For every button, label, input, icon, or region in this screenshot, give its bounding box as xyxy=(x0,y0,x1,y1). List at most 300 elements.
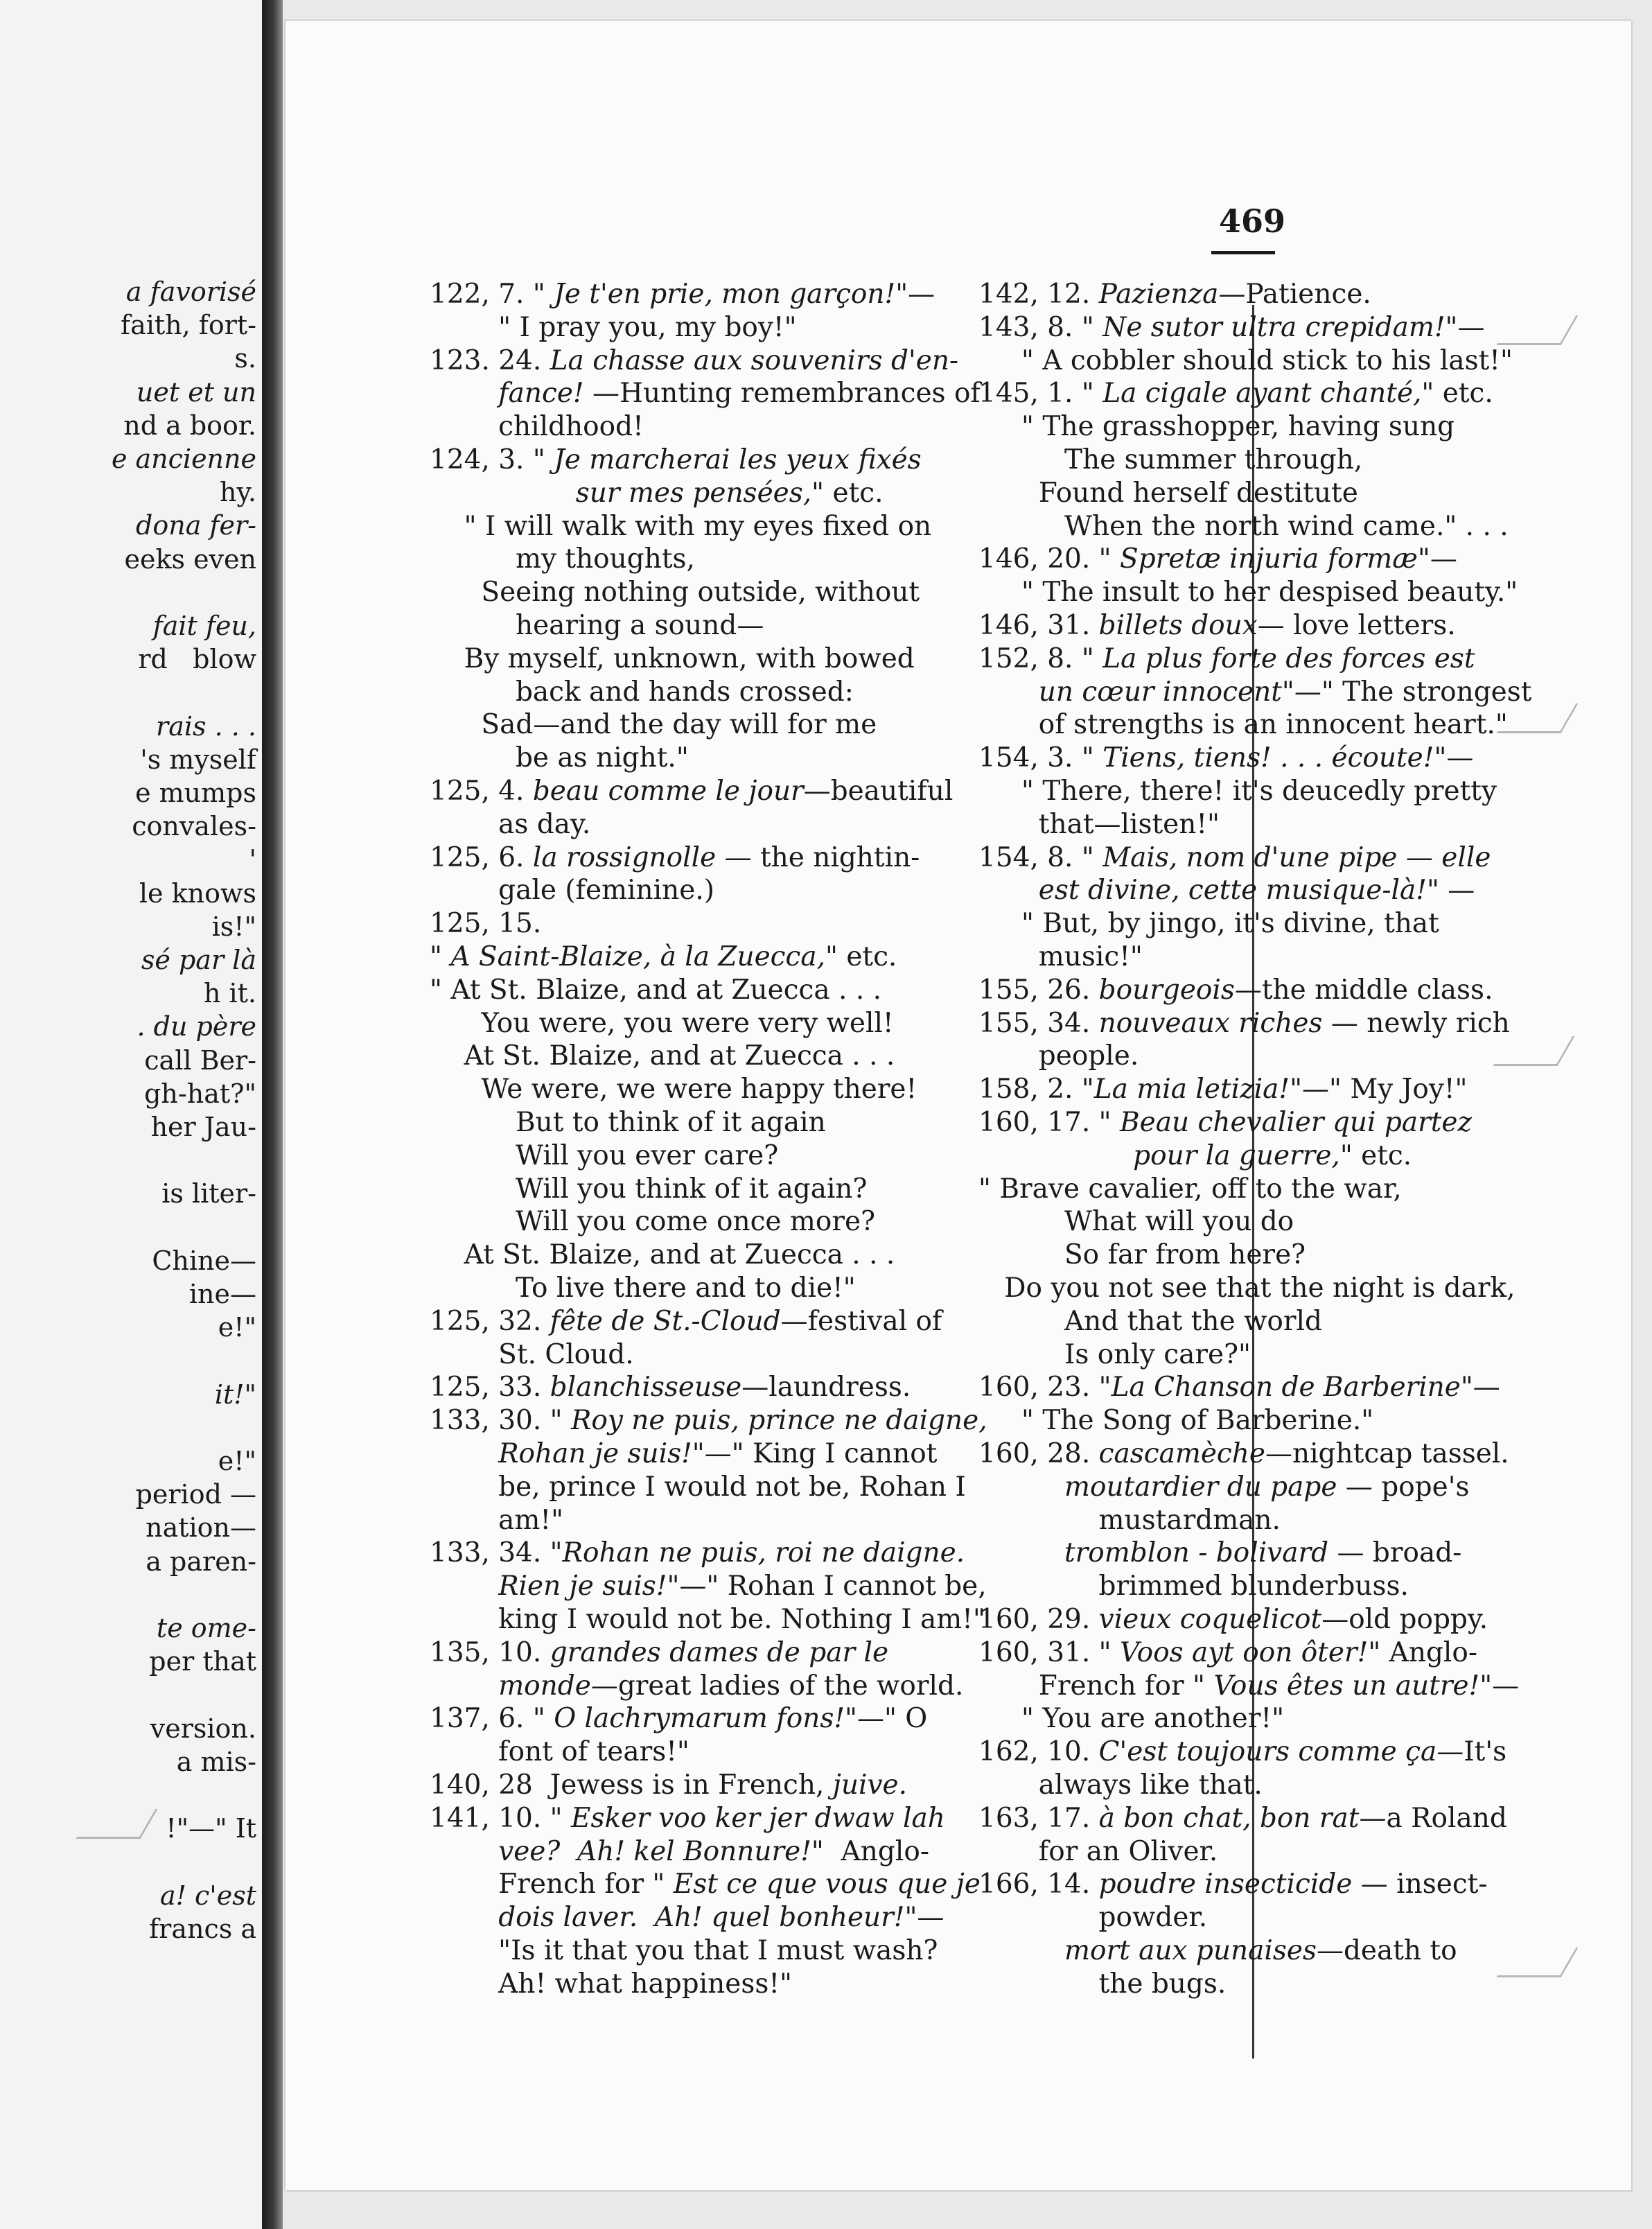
note-line xyxy=(430,941,897,973)
note-line xyxy=(430,1670,963,1702)
note-line xyxy=(430,974,881,1006)
note-line xyxy=(430,1074,917,1105)
note-line xyxy=(978,1074,1467,1105)
text: 158, 2. " xyxy=(978,1074,1094,1105)
text: St. Cloud. xyxy=(430,1338,634,1370)
text: Is only care?" xyxy=(978,1338,1251,1370)
fragment-line: e mumps xyxy=(135,778,256,808)
note-line xyxy=(978,444,1362,476)
text: " etc. xyxy=(825,941,897,972)
italic-text: O lachrymarum fons! xyxy=(554,1703,845,1735)
text: — newly rich xyxy=(1322,1007,1510,1039)
note-line xyxy=(430,643,915,675)
text: — broad- xyxy=(1328,1537,1462,1569)
fragment-line: eeks even xyxy=(124,543,256,575)
italic-text: Tiens, tiens! . . . écoute! xyxy=(1102,742,1434,774)
text: We were, we were happy there! xyxy=(430,1074,917,1105)
note-line xyxy=(430,1107,826,1139)
note-line xyxy=(430,1372,911,1404)
text: —old poppy. xyxy=(1321,1604,1488,1635)
text: " You are another!" xyxy=(978,1703,1285,1735)
note-line xyxy=(430,1836,929,1868)
fragment-line: a mis- xyxy=(159,1746,256,1777)
fragment-line: per that xyxy=(149,1646,256,1677)
text: " At St. Blaize, and at Zuecca . . . xyxy=(430,974,882,1006)
note-line xyxy=(430,1571,987,1602)
note-line xyxy=(430,1438,937,1470)
text: "— xyxy=(1460,1372,1500,1404)
note-line xyxy=(430,1206,875,1238)
page-number-underline xyxy=(1211,251,1275,254)
italic-text: tromblon - bolivard xyxy=(1064,1537,1329,1569)
text: " etc. xyxy=(1339,1139,1412,1171)
italic-text: blanchisseuse xyxy=(550,1372,742,1404)
text: be, prince I would not be, Rohan I xyxy=(430,1471,966,1503)
note-line xyxy=(430,577,920,609)
note-line xyxy=(430,1008,894,1040)
italic-text: La mia letizia! xyxy=(1093,1074,1290,1105)
text: king I would not be. Nothing I am!" xyxy=(430,1604,985,1635)
note-line xyxy=(978,1438,1509,1470)
text: " etc. xyxy=(811,477,884,509)
note-line xyxy=(430,543,695,575)
note-line xyxy=(430,1637,888,1669)
italic-text: Je marcherai les yeux fixés xyxy=(554,444,922,475)
text: "—" The strongest xyxy=(1281,676,1532,708)
italic-text: cascamèche xyxy=(1098,1438,1265,1469)
note-line xyxy=(978,1670,1519,1702)
text: the bugs. xyxy=(978,1968,1227,2000)
text: — pope's xyxy=(1337,1471,1470,1503)
note-line xyxy=(978,1703,1284,1735)
text: When the north wind came." . . . xyxy=(978,510,1509,542)
fragment-line: is!" xyxy=(211,911,256,942)
italic-text: Mais, nom d'une pipe — elle xyxy=(1102,841,1491,873)
italic-text: Voos ayt oon ôter! xyxy=(1120,1636,1369,1668)
italic-text: Ne sutor ultra crepidam! xyxy=(1102,311,1446,343)
fragment-line: uet et un xyxy=(136,376,256,408)
text: am!" xyxy=(430,1504,564,1536)
fragment-line: !"—" It xyxy=(166,1813,256,1844)
note-line xyxy=(978,1405,1373,1437)
fragment-line: e!" xyxy=(218,1312,256,1343)
note-line xyxy=(978,742,1473,774)
text: " — xyxy=(1426,875,1475,907)
fragment-line: . du père xyxy=(137,1011,256,1042)
text: music!" xyxy=(978,941,1143,972)
note-line xyxy=(430,676,854,708)
text: Will you ever care? xyxy=(430,1139,779,1171)
text: "— xyxy=(895,279,935,310)
fragment-line: ine— xyxy=(188,1279,256,1309)
text: 142, 12. xyxy=(978,279,1099,310)
italic-text: pour la guerre, xyxy=(1133,1139,1340,1171)
text: 125, 33. xyxy=(430,1372,550,1404)
note-line xyxy=(978,1869,1488,1900)
italic-text: monde xyxy=(498,1670,591,1702)
note-line xyxy=(430,312,797,344)
italic-text: Vous êtes un autre! xyxy=(1213,1670,1480,1702)
text: Seeing nothing outside, without xyxy=(430,577,920,609)
note-line xyxy=(978,478,1358,509)
note-line xyxy=(978,279,1371,311)
text: that—listen!" xyxy=(978,808,1220,840)
fragment-line: rais . . . xyxy=(156,710,256,742)
text: be as night." xyxy=(430,742,689,774)
note-line xyxy=(430,1273,856,1304)
text: 123. 24. xyxy=(430,344,550,376)
note-line xyxy=(430,742,689,774)
text: 125, 15. xyxy=(430,908,542,940)
note-line xyxy=(978,610,1456,642)
note-line xyxy=(978,1339,1251,1371)
text xyxy=(978,1935,1064,1966)
italic-text: nouveaux riches xyxy=(1098,1007,1323,1039)
italic-text: bourgeois xyxy=(1098,974,1235,1006)
fragment-line: rd blow xyxy=(138,644,256,675)
text: "— xyxy=(1479,1670,1520,1702)
text: French for " xyxy=(978,1670,1214,1702)
italic-text: La plus forte des forces est xyxy=(1102,643,1475,674)
text: Sad—and the day will for me xyxy=(430,709,877,741)
text: " I pray you, my boy!" xyxy=(430,311,797,343)
text: 166, 14. xyxy=(978,1869,1099,1900)
fragment-line: version. xyxy=(150,1713,256,1744)
text: " xyxy=(430,941,451,972)
note-line xyxy=(978,776,1497,807)
note-line xyxy=(430,875,714,907)
text: gale (feminine.) xyxy=(430,875,714,907)
text: 146, 20. " xyxy=(978,543,1120,575)
fragment-line: dona fer- xyxy=(127,510,256,541)
note-line xyxy=(978,1239,1306,1271)
text: —Patience. xyxy=(1218,279,1371,310)
text xyxy=(430,1902,498,1933)
book-gutter xyxy=(262,0,283,2229)
italic-text: dois laver. Ah! quel bonheur! xyxy=(498,1902,905,1934)
italic-text: beau comme le jour xyxy=(532,776,804,807)
text: 125, 4. xyxy=(430,776,533,807)
text: 155, 34. xyxy=(978,1007,1099,1039)
note-line xyxy=(978,1736,1506,1768)
note-line xyxy=(978,511,1509,543)
text: " Anglo- xyxy=(1368,1636,1478,1668)
italic-text: un cœur innocent xyxy=(1038,676,1282,708)
note-line xyxy=(430,1140,778,1172)
italic-text: grandes dames de par le xyxy=(550,1636,889,1668)
italic-text: Spretæ injuria formæ xyxy=(1120,543,1418,575)
note-line xyxy=(430,1869,981,1900)
note-line xyxy=(430,908,541,940)
note-line xyxy=(430,610,764,642)
note-line xyxy=(430,1537,965,1569)
text: 160, 17. " xyxy=(978,1107,1120,1138)
italic-text: moutardier du pape xyxy=(1064,1471,1337,1503)
fragment-line: Chine— xyxy=(152,1245,256,1276)
text: At St. Blaize, and at Zuecca . . . xyxy=(430,1040,895,1072)
italic-text: Roy ne puis, prince ne daigne, xyxy=(571,1405,987,1437)
fragment-line: period — xyxy=(135,1479,256,1510)
italic-text: Je t'en prie, mon garçon! xyxy=(554,279,896,310)
italic-text: Est ce que vous que je xyxy=(673,1869,981,1900)
text: 160, 28. xyxy=(978,1438,1099,1469)
text: 133, 34. " xyxy=(430,1537,563,1569)
text: 160, 29. xyxy=(978,1604,1099,1635)
text: as day. xyxy=(430,808,591,840)
fragment-line: e!" xyxy=(218,1446,256,1476)
note-line xyxy=(430,378,981,410)
text: 125, 6. xyxy=(430,841,533,873)
italic-text: Esker voo ker jer dwaw lah xyxy=(571,1802,945,1834)
note-line xyxy=(430,1505,563,1537)
note-line xyxy=(978,709,1508,741)
italic-text: C'est toujours comme ça xyxy=(1098,1736,1437,1768)
text: " The insult to her despised beauty." xyxy=(978,577,1518,609)
note-line xyxy=(430,1736,689,1768)
text: 146, 31. xyxy=(978,610,1099,641)
italic-text: à bon chat, bon rat xyxy=(1098,1802,1360,1834)
text: 143, 8. " xyxy=(978,311,1103,343)
note-line xyxy=(430,776,953,807)
fragment-line: faith, fort- xyxy=(121,310,256,341)
text: brimmed blunderbuss. xyxy=(978,1571,1409,1602)
note-line xyxy=(430,345,958,377)
text: "— xyxy=(1445,311,1485,343)
text: "—" Rohan I cannot be, xyxy=(667,1571,987,1602)
note-line xyxy=(430,1040,895,1072)
note-line xyxy=(978,842,1491,874)
notes-page xyxy=(284,19,1631,2190)
text: 133, 30. " xyxy=(430,1405,571,1437)
facing-page-fragment xyxy=(0,0,265,2229)
text xyxy=(430,378,498,409)
note-line xyxy=(430,511,931,543)
note-line xyxy=(978,1173,1402,1205)
text: Will you come once more? xyxy=(430,1206,876,1238)
note-line xyxy=(978,809,1220,841)
note-line xyxy=(978,908,1439,940)
text xyxy=(978,1471,1064,1503)
note-line xyxy=(978,1836,1218,1868)
fragment-line: e ancienne xyxy=(111,444,256,474)
text: — love letters. xyxy=(1257,610,1456,641)
italic-text: poudre insecticide xyxy=(1098,1869,1353,1900)
text: "—" My Joy!" xyxy=(1290,1074,1468,1105)
text: 160, 23. " xyxy=(978,1372,1111,1404)
note-line xyxy=(978,1140,1412,1172)
note-line xyxy=(978,941,1143,973)
note-line xyxy=(978,1306,1322,1338)
text: 125, 32. xyxy=(430,1305,550,1337)
text: people. xyxy=(978,1040,1139,1072)
note-line xyxy=(978,1273,1515,1304)
fragment-line: francs a xyxy=(149,1913,256,1944)
italic-text: est divine, cette musique-là! xyxy=(1038,875,1427,907)
pencil-check-mark xyxy=(1493,1036,1575,1066)
text: —beautiful xyxy=(803,776,954,807)
text: To live there and to die!" xyxy=(430,1273,856,1304)
fragment-line: hy. xyxy=(220,477,256,508)
note-line xyxy=(430,809,590,841)
text: So far from here? xyxy=(978,1239,1306,1271)
text: "— xyxy=(1417,543,1457,575)
note-line xyxy=(430,1239,895,1271)
fragment-line: call Ber- xyxy=(144,1044,256,1076)
fragment-line: s. xyxy=(234,343,256,374)
text xyxy=(430,478,576,509)
italic-text: vieux coquelicot xyxy=(1098,1604,1322,1635)
note-line xyxy=(430,1604,985,1636)
fragment-line: nation— xyxy=(146,1512,256,1544)
note-line xyxy=(978,1604,1488,1636)
text: " Brave cavalier, off to the war, xyxy=(978,1173,1402,1205)
fragment-line: convales- xyxy=(132,811,256,842)
note-line xyxy=(430,709,877,741)
note-line xyxy=(430,1968,792,2000)
note-line xyxy=(430,279,935,311)
text: " There, there! it's deucedly pretty xyxy=(978,776,1497,807)
note-line xyxy=(978,974,1493,1006)
italic-text: A Saint-Blaize, à la Zuecca, xyxy=(450,941,825,972)
italic-text: mort aux punaises xyxy=(1064,1935,1317,1966)
fragment-line: h it. xyxy=(203,978,256,1009)
text: 154, 8. " xyxy=(978,841,1103,873)
text: At St. Blaize, and at Zuecca . . . xyxy=(430,1239,895,1271)
text: " Anglo- xyxy=(811,1835,930,1867)
text xyxy=(430,1438,498,1469)
fragment-line: ' xyxy=(249,844,256,875)
text: 145, 1. " xyxy=(978,378,1103,410)
text: —laundress. xyxy=(741,1372,911,1404)
text: 122, 7. " xyxy=(430,279,554,310)
text: "Is it that you that I must wash? xyxy=(430,1935,938,1966)
italic-text: La chasse aux souvenirs d'en- xyxy=(550,344,959,376)
text: 162, 10. xyxy=(978,1736,1099,1768)
note-line xyxy=(430,1471,966,1503)
note-line xyxy=(978,577,1518,609)
text: 140, 28 Jewess is in French, xyxy=(430,1769,833,1801)
note-line xyxy=(430,1902,944,1934)
text: Found herself destitute xyxy=(978,477,1358,509)
note-line xyxy=(978,875,1475,907)
note-line xyxy=(978,1803,1507,1835)
fragment-line: it!" xyxy=(214,1379,256,1410)
note-line xyxy=(978,1537,1461,1569)
text: But to think of it again xyxy=(430,1107,826,1138)
italic-text: Rien je suis! xyxy=(498,1571,667,1602)
note-line xyxy=(430,478,883,509)
text: 124, 3. " xyxy=(430,444,554,475)
text: 141, 10. " xyxy=(430,1802,571,1834)
note-line xyxy=(978,1372,1500,1404)
fragment-line: 's myself xyxy=(140,744,256,775)
pencil-check-mark xyxy=(1497,315,1579,345)
fragment-line: sé par là xyxy=(141,945,256,975)
fragment-line: fait feu, xyxy=(144,611,256,641)
italic-text: fête de St.-Cloud xyxy=(550,1305,781,1337)
fragment-line: gh-hat?" xyxy=(144,1078,256,1109)
note-line xyxy=(430,1703,927,1735)
text: back and hands crossed: xyxy=(430,676,854,708)
text: 135, 10. xyxy=(430,1636,550,1668)
note-line xyxy=(430,411,644,443)
text: And that the world xyxy=(978,1305,1322,1337)
text: hearing a sound— xyxy=(430,610,764,641)
text: Will you think of it again? xyxy=(430,1173,868,1205)
italic-text: La cigale ayant chanté, xyxy=(1102,378,1422,410)
note-line xyxy=(978,1902,1207,1934)
fragment-line: nd a boor. xyxy=(123,410,256,441)
note-line xyxy=(978,1571,1409,1602)
note-line xyxy=(978,643,1475,675)
note-line xyxy=(978,312,1485,344)
text: mustardman. xyxy=(978,1504,1281,1536)
italic-text: vee? Ah! kel Bonnure! xyxy=(498,1835,811,1867)
text: Do you not see that the night is dark, xyxy=(978,1273,1515,1304)
note-line xyxy=(978,411,1455,443)
note-line xyxy=(978,345,1513,377)
text xyxy=(430,1670,498,1702)
text: "— xyxy=(904,1902,944,1934)
text: What will you do xyxy=(978,1206,1294,1238)
text: for an Oliver. xyxy=(978,1835,1218,1867)
text: The summer through, xyxy=(978,444,1363,475)
note-line xyxy=(978,378,1493,410)
text: 154, 3. " xyxy=(978,742,1103,774)
text: " etc. xyxy=(1421,378,1493,410)
text: 152, 8. " xyxy=(978,643,1103,674)
fragment-line: her Jau- xyxy=(150,1112,256,1142)
text: " The Song of Barberine." xyxy=(978,1405,1374,1437)
text: —Hunting remembrances of xyxy=(583,378,981,410)
text: —festival of xyxy=(780,1305,942,1337)
italic-text: La Chanson de Barberine xyxy=(1111,1372,1461,1404)
text: By myself, unknown, with bowed xyxy=(430,643,915,674)
fragment-line: te ome- xyxy=(156,1613,256,1643)
italic-text: Pazienza xyxy=(1098,279,1219,310)
note-line xyxy=(978,1040,1139,1072)
text: powder. xyxy=(978,1902,1208,1934)
text: "—" King I cannot xyxy=(692,1438,938,1469)
note-line xyxy=(978,1471,1469,1503)
text xyxy=(430,1571,498,1602)
text xyxy=(978,875,1039,906)
note-line xyxy=(978,1206,1294,1238)
note-line xyxy=(978,1107,1472,1139)
text: childhood! xyxy=(430,411,644,443)
note-line xyxy=(430,842,920,874)
fragment-line: a paren- xyxy=(146,1546,256,1577)
note-line xyxy=(430,1405,987,1437)
text: 163, 17. xyxy=(978,1802,1099,1834)
text: Ah! what happiness!" xyxy=(430,1968,792,2000)
note-line xyxy=(430,1306,942,1338)
text: of strengths is an innocent heart." xyxy=(978,709,1508,741)
note-line xyxy=(430,1935,938,1967)
fragment-line: a favorisé xyxy=(125,277,256,307)
italic-text: billets doux xyxy=(1098,610,1258,641)
italic-text: la rossignolle xyxy=(532,841,717,873)
note-line xyxy=(978,1008,1510,1040)
page-number: 469 xyxy=(1219,202,1286,240)
text: French for " xyxy=(430,1869,674,1900)
note-line xyxy=(978,1637,1477,1669)
note-line xyxy=(978,1769,1263,1801)
text: — insect- xyxy=(1352,1869,1488,1900)
italic-text: fance! xyxy=(498,378,584,410)
italic-text: Rohan je suis! xyxy=(498,1438,692,1469)
text: my thoughts, xyxy=(430,543,695,575)
